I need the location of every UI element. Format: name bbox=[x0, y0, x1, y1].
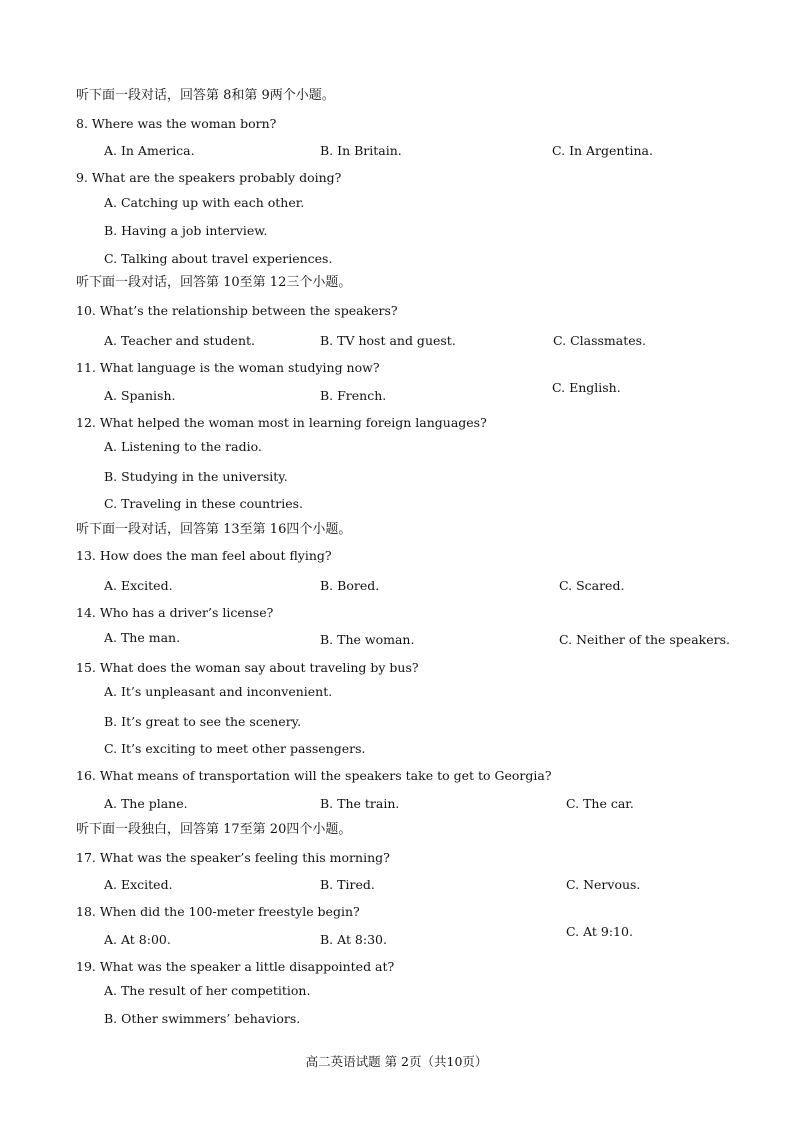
option-11a: A. Spanish. bbox=[104, 388, 176, 403]
option-12a: A. Listening to the radio. bbox=[104, 439, 262, 454]
question-9: 9. What are the speakers probably doing? bbox=[76, 170, 342, 185]
question-18: 18. When did the 100-meter freestyle begin? bbox=[76, 904, 360, 919]
option-15a: A. It’s unpleasant and inconvenient. bbox=[104, 684, 333, 699]
option-13b: B. Bored. bbox=[320, 578, 380, 593]
option-8a: A. In America. bbox=[104, 143, 195, 158]
option-8c: C. In Argentina. bbox=[552, 143, 653, 158]
section-instruction: 听下面一段对话，回答第 10至第 12三个小题。 bbox=[76, 275, 352, 290]
option-9c: C. Talking about travel experiences. bbox=[104, 251, 333, 266]
option-13c: C. Scared. bbox=[559, 578, 625, 593]
option-17a: A. Excited. bbox=[104, 877, 173, 892]
option-18b: B. At 8:30. bbox=[320, 932, 387, 947]
question-8: 8. Where was the woman born? bbox=[76, 116, 277, 131]
option-10a: A. Teacher and student. bbox=[104, 333, 256, 348]
option-16a: A. The plane. bbox=[104, 796, 188, 811]
option-12c: C. Traveling in these countries. bbox=[104, 496, 303, 511]
question-17: 17. What was the speaker’s feeling this morning? bbox=[76, 850, 390, 865]
question-12: 12. What helped the woman most in learning foreign languages? bbox=[76, 415, 487, 430]
section-instruction: 听下面一段对话，回答第 8和第 9两个小题。 bbox=[76, 88, 335, 103]
option-9b: B. Having a job interview. bbox=[104, 223, 268, 238]
question-15: 15. What does the woman say about traveling by bus? bbox=[76, 660, 419, 675]
option-18a: A. At 8:00. bbox=[104, 932, 171, 947]
question-19: 19. What was the speaker a little disappointed at? bbox=[76, 959, 395, 974]
option-14b: B. The woman. bbox=[320, 632, 415, 647]
option-9a: A. Catching up with each other. bbox=[104, 195, 305, 210]
option-14a: A. The man. bbox=[104, 630, 181, 645]
section-instruction: 听下面一段对话，回答第 13至第 16四个小题。 bbox=[76, 522, 352, 537]
section-instruction: 听下面一段独白，回答第 17至第 20四个小题。 bbox=[76, 822, 352, 837]
question-13: 13. How does the man feel about flying? bbox=[76, 548, 332, 563]
question-10: 10. What’s the relationship between the speakers? bbox=[76, 303, 398, 318]
option-11c: C. English. bbox=[552, 380, 621, 395]
option-16b: B. The train. bbox=[320, 796, 400, 811]
option-8b: B. In Britain. bbox=[320, 143, 402, 158]
option-13a: A. Excited. bbox=[104, 578, 173, 593]
option-12b: B. Studying in the university. bbox=[104, 469, 288, 484]
option-19a: A. The result of her competition. bbox=[104, 983, 311, 998]
question-11: 11. What language is the woman studying now? bbox=[76, 360, 380, 375]
option-17b: B. Tired. bbox=[320, 877, 375, 892]
page-footer: 高二英语试题 第 2页（共10页） bbox=[305, 1054, 488, 1069]
option-11b: B. French. bbox=[320, 388, 387, 403]
option-15b: B. It’s great to see the scenery. bbox=[104, 714, 302, 729]
option-19b: B. Other swimmers’ behaviors. bbox=[104, 1011, 301, 1026]
question-16: 16. What means of transportation will the speakers take to get to Georgia? bbox=[76, 768, 552, 783]
option-10b: B. TV host and guest. bbox=[320, 333, 456, 348]
option-14c: C. Neither of the speakers. bbox=[559, 632, 730, 647]
option-18c: C. At 9:10. bbox=[566, 924, 633, 939]
option-16c: C. The car. bbox=[566, 796, 634, 811]
question-14: 14. Who has a driver’s license? bbox=[76, 605, 274, 620]
option-15c: C. It’s exciting to meet other passengers. bbox=[104, 741, 366, 756]
option-17c: C. Nervous. bbox=[566, 877, 641, 892]
option-10c: C. Classmates. bbox=[553, 333, 647, 348]
